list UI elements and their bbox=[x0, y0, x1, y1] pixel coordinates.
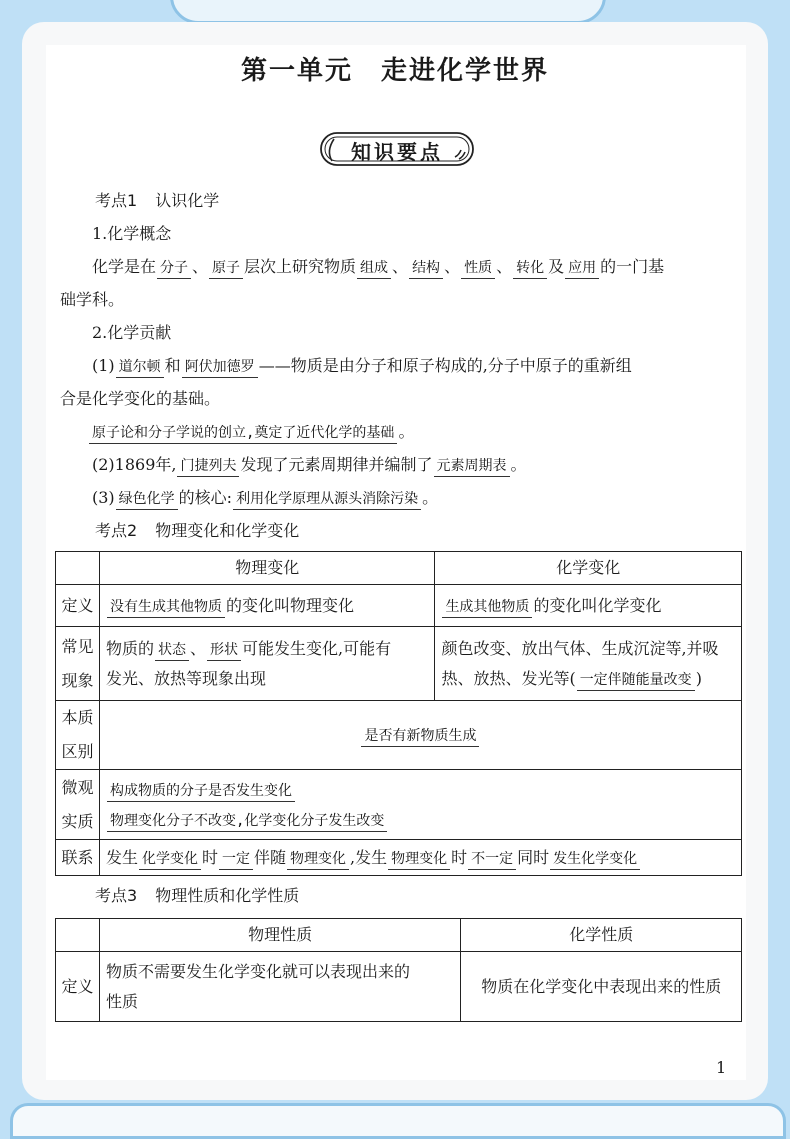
chemical-property-definition-cell: 物质在化学变化中表现出来的性质 bbox=[461, 952, 742, 1022]
row-label-definition: 定义 bbox=[56, 585, 100, 627]
cell-text: 时 bbox=[201, 847, 218, 867]
page-number: 1 bbox=[716, 1058, 727, 1077]
bottom-tab-decoration bbox=[10, 1103, 786, 1139]
cell-text: 的变化叫物理变化 bbox=[225, 595, 354, 615]
relation-cell bbox=[99, 840, 741, 876]
answer-property: 性质 bbox=[461, 259, 495, 279]
kp1-contribution-2 bbox=[92, 455, 527, 477]
answer-shape: 形状 bbox=[207, 641, 241, 661]
property-comparison-table bbox=[55, 918, 742, 1022]
answer-state: 状态 bbox=[155, 641, 189, 661]
contribution-text: ——物质是由分子和原子构成的,分子中原子的重新组 bbox=[258, 356, 632, 375]
kp1-contribution-1 bbox=[92, 356, 632, 378]
header-chemical-property: 化学性质 bbox=[461, 919, 742, 952]
contribution-text: 发现了元素周期律并编制了 bbox=[240, 455, 433, 474]
separator: 、 bbox=[392, 257, 409, 276]
cell-text: ,发生 bbox=[350, 847, 388, 867]
kp3-number: 考点3 bbox=[95, 886, 138, 905]
separator: 、 bbox=[496, 257, 513, 276]
change-comparison-table bbox=[55, 551, 742, 876]
answer-structure: 结构 bbox=[409, 259, 443, 279]
answer-chemical-change: 化学变化 bbox=[139, 850, 201, 870]
answer-new-substance: 生成其他物质 bbox=[442, 598, 532, 618]
cell-text: 同时 bbox=[517, 847, 550, 867]
separator: 、 bbox=[189, 638, 206, 658]
kp2-heading bbox=[95, 521, 299, 541]
row-label-essence: 本质区别 bbox=[56, 701, 100, 770]
cell-text: 时 bbox=[451, 847, 468, 867]
cell-text: 伴随 bbox=[253, 847, 286, 867]
chemical-phenomena-cell bbox=[435, 627, 742, 701]
cell-text: ) bbox=[695, 668, 702, 688]
table-row bbox=[56, 952, 742, 1022]
kp1-concept-line-1 bbox=[92, 257, 664, 279]
answer-molecule: 分子 bbox=[157, 259, 191, 279]
answer-periodic-table: 元素周期表 bbox=[434, 457, 510, 477]
period: 。 bbox=[422, 488, 439, 507]
knowledge-banner bbox=[318, 130, 476, 170]
answer-transformation: 转化 bbox=[513, 259, 547, 279]
contribution-text: (1) bbox=[92, 356, 115, 375]
header-empty-cell bbox=[56, 919, 100, 952]
kp1-number: 考点1 bbox=[95, 191, 138, 210]
unit-title: 第一单元 走进化学世界 bbox=[240, 56, 549, 86]
kp1-section-1: 1.化学概念 bbox=[92, 224, 172, 243]
contribution-text: (3) bbox=[92, 488, 115, 507]
kp1-contribution-1-answer bbox=[88, 422, 414, 444]
physical-property-definition-cell bbox=[99, 952, 460, 1022]
answer-new-substance-formed: 是否有新物质生成 bbox=[361, 727, 479, 747]
answer-pollution-source: 利用化学原理从源头消除污染 bbox=[233, 490, 421, 510]
micro-cell bbox=[99, 770, 741, 840]
answer-molecule-change: 构成物质的分子是否发生变化 bbox=[107, 782, 295, 802]
table-row bbox=[56, 585, 742, 627]
kp2-number: 考点2 bbox=[95, 521, 138, 540]
contribution-text: (2)1869年, bbox=[92, 455, 177, 474]
table-row bbox=[56, 840, 742, 876]
chemical-definition-cell bbox=[435, 585, 742, 627]
contribution-text: 和 bbox=[164, 356, 181, 375]
physical-phenomena-cell bbox=[99, 627, 434, 701]
physical-definition-cell bbox=[99, 585, 434, 627]
kp1-concept-line-2: 础学科。 bbox=[60, 290, 125, 309]
answer-application: 应用 bbox=[565, 259, 599, 279]
cell-text: 发生 bbox=[105, 847, 138, 867]
answer-mendeleev: 门捷列夫 bbox=[177, 457, 239, 477]
answer-physical-change-2: 物理变化 bbox=[388, 850, 450, 870]
answer-not-necessarily: 不一定 bbox=[468, 850, 516, 870]
row-label-micro: 微观实质 bbox=[56, 770, 100, 840]
answer-energy-change: 一定伴随能量改变 bbox=[577, 671, 695, 691]
answer-physical-change: 物理变化 bbox=[287, 850, 349, 870]
row-label-definition: 定义 bbox=[56, 952, 100, 1022]
header-physical-property: 物理性质 bbox=[99, 919, 460, 952]
contribution-text: 的核心: bbox=[178, 488, 233, 507]
cell-text: 性质 bbox=[105, 991, 138, 1011]
kp1-contribution-1-cont: 合是化学变化的基础。 bbox=[60, 389, 221, 408]
kp1-heading bbox=[95, 191, 219, 211]
answer-green-chemistry: 绿色化学 bbox=[116, 490, 178, 510]
kp1-title: 认识化学 bbox=[155, 191, 220, 210]
table-header-row bbox=[56, 552, 742, 585]
kp1-contribution-3 bbox=[92, 488, 438, 510]
answer-dalton: 道尔顿 bbox=[116, 358, 164, 378]
kp1-section-2: 2.化学贡献 bbox=[92, 323, 172, 342]
cell-text: 发光、放热等现象出现 bbox=[105, 668, 266, 688]
table-row bbox=[56, 701, 742, 770]
kp3-title: 物理性质和化学性质 bbox=[155, 886, 300, 905]
cell-text: 颜色改变、放出气体、生成沉淀等,并吸 bbox=[441, 638, 719, 658]
concept-text: 的一门基 bbox=[600, 257, 665, 276]
row-label-relation: 联系 bbox=[56, 840, 100, 876]
header-empty-cell bbox=[56, 552, 100, 585]
answer-atomic-molecular-theory: 原子论和分子学说的创立,奠定了近代化学的基础 bbox=[89, 424, 397, 444]
banner-label: 知识要点 bbox=[351, 140, 443, 164]
table-row bbox=[56, 770, 742, 840]
answer-no-new-substance: 没有生成其他物质 bbox=[107, 598, 225, 618]
answer-definitely: 一定 bbox=[219, 850, 253, 870]
kp3-heading bbox=[95, 886, 299, 906]
cell-text: 热、放热、发光等( bbox=[441, 668, 576, 688]
answer-avogadro: 阿伏加德罗 bbox=[182, 358, 258, 378]
table-header-row bbox=[56, 919, 742, 952]
answer-atom: 原子 bbox=[209, 259, 243, 279]
header-chemical-change: 化学变化 bbox=[435, 552, 742, 585]
period: 。 bbox=[510, 455, 527, 474]
cell-text: 物质不需要发生化学变化就可以表现出来的 bbox=[105, 961, 410, 981]
cell-text: 的变化叫化学变化 bbox=[533, 595, 662, 615]
header-physical-change: 物理变化 bbox=[99, 552, 434, 585]
concept-text: 及 bbox=[548, 257, 565, 276]
row-label-phenomena: 常见现象 bbox=[56, 627, 100, 701]
cell-text: 可能发生变化,可能有 bbox=[241, 638, 392, 658]
separator: 、 bbox=[444, 257, 461, 276]
period: 。 bbox=[398, 422, 415, 441]
top-tab-decoration bbox=[170, 0, 606, 24]
answer-composition: 组成 bbox=[357, 259, 391, 279]
essence-cell bbox=[99, 701, 741, 770]
answer-chemical-change-occurs: 发生化学变化 bbox=[550, 850, 640, 870]
separator: 、 bbox=[192, 257, 209, 276]
table-row bbox=[56, 627, 742, 701]
cell-text: 物质的 bbox=[105, 638, 154, 658]
kp2-title: 物理变化和化学变化 bbox=[155, 521, 300, 540]
concept-text: 层次上研究物质 bbox=[244, 257, 357, 276]
answer-molecule-comparison: 物理变化分子不改变,化学变化分子发生改变 bbox=[107, 812, 387, 832]
concept-text: 化学是在 bbox=[92, 257, 157, 276]
